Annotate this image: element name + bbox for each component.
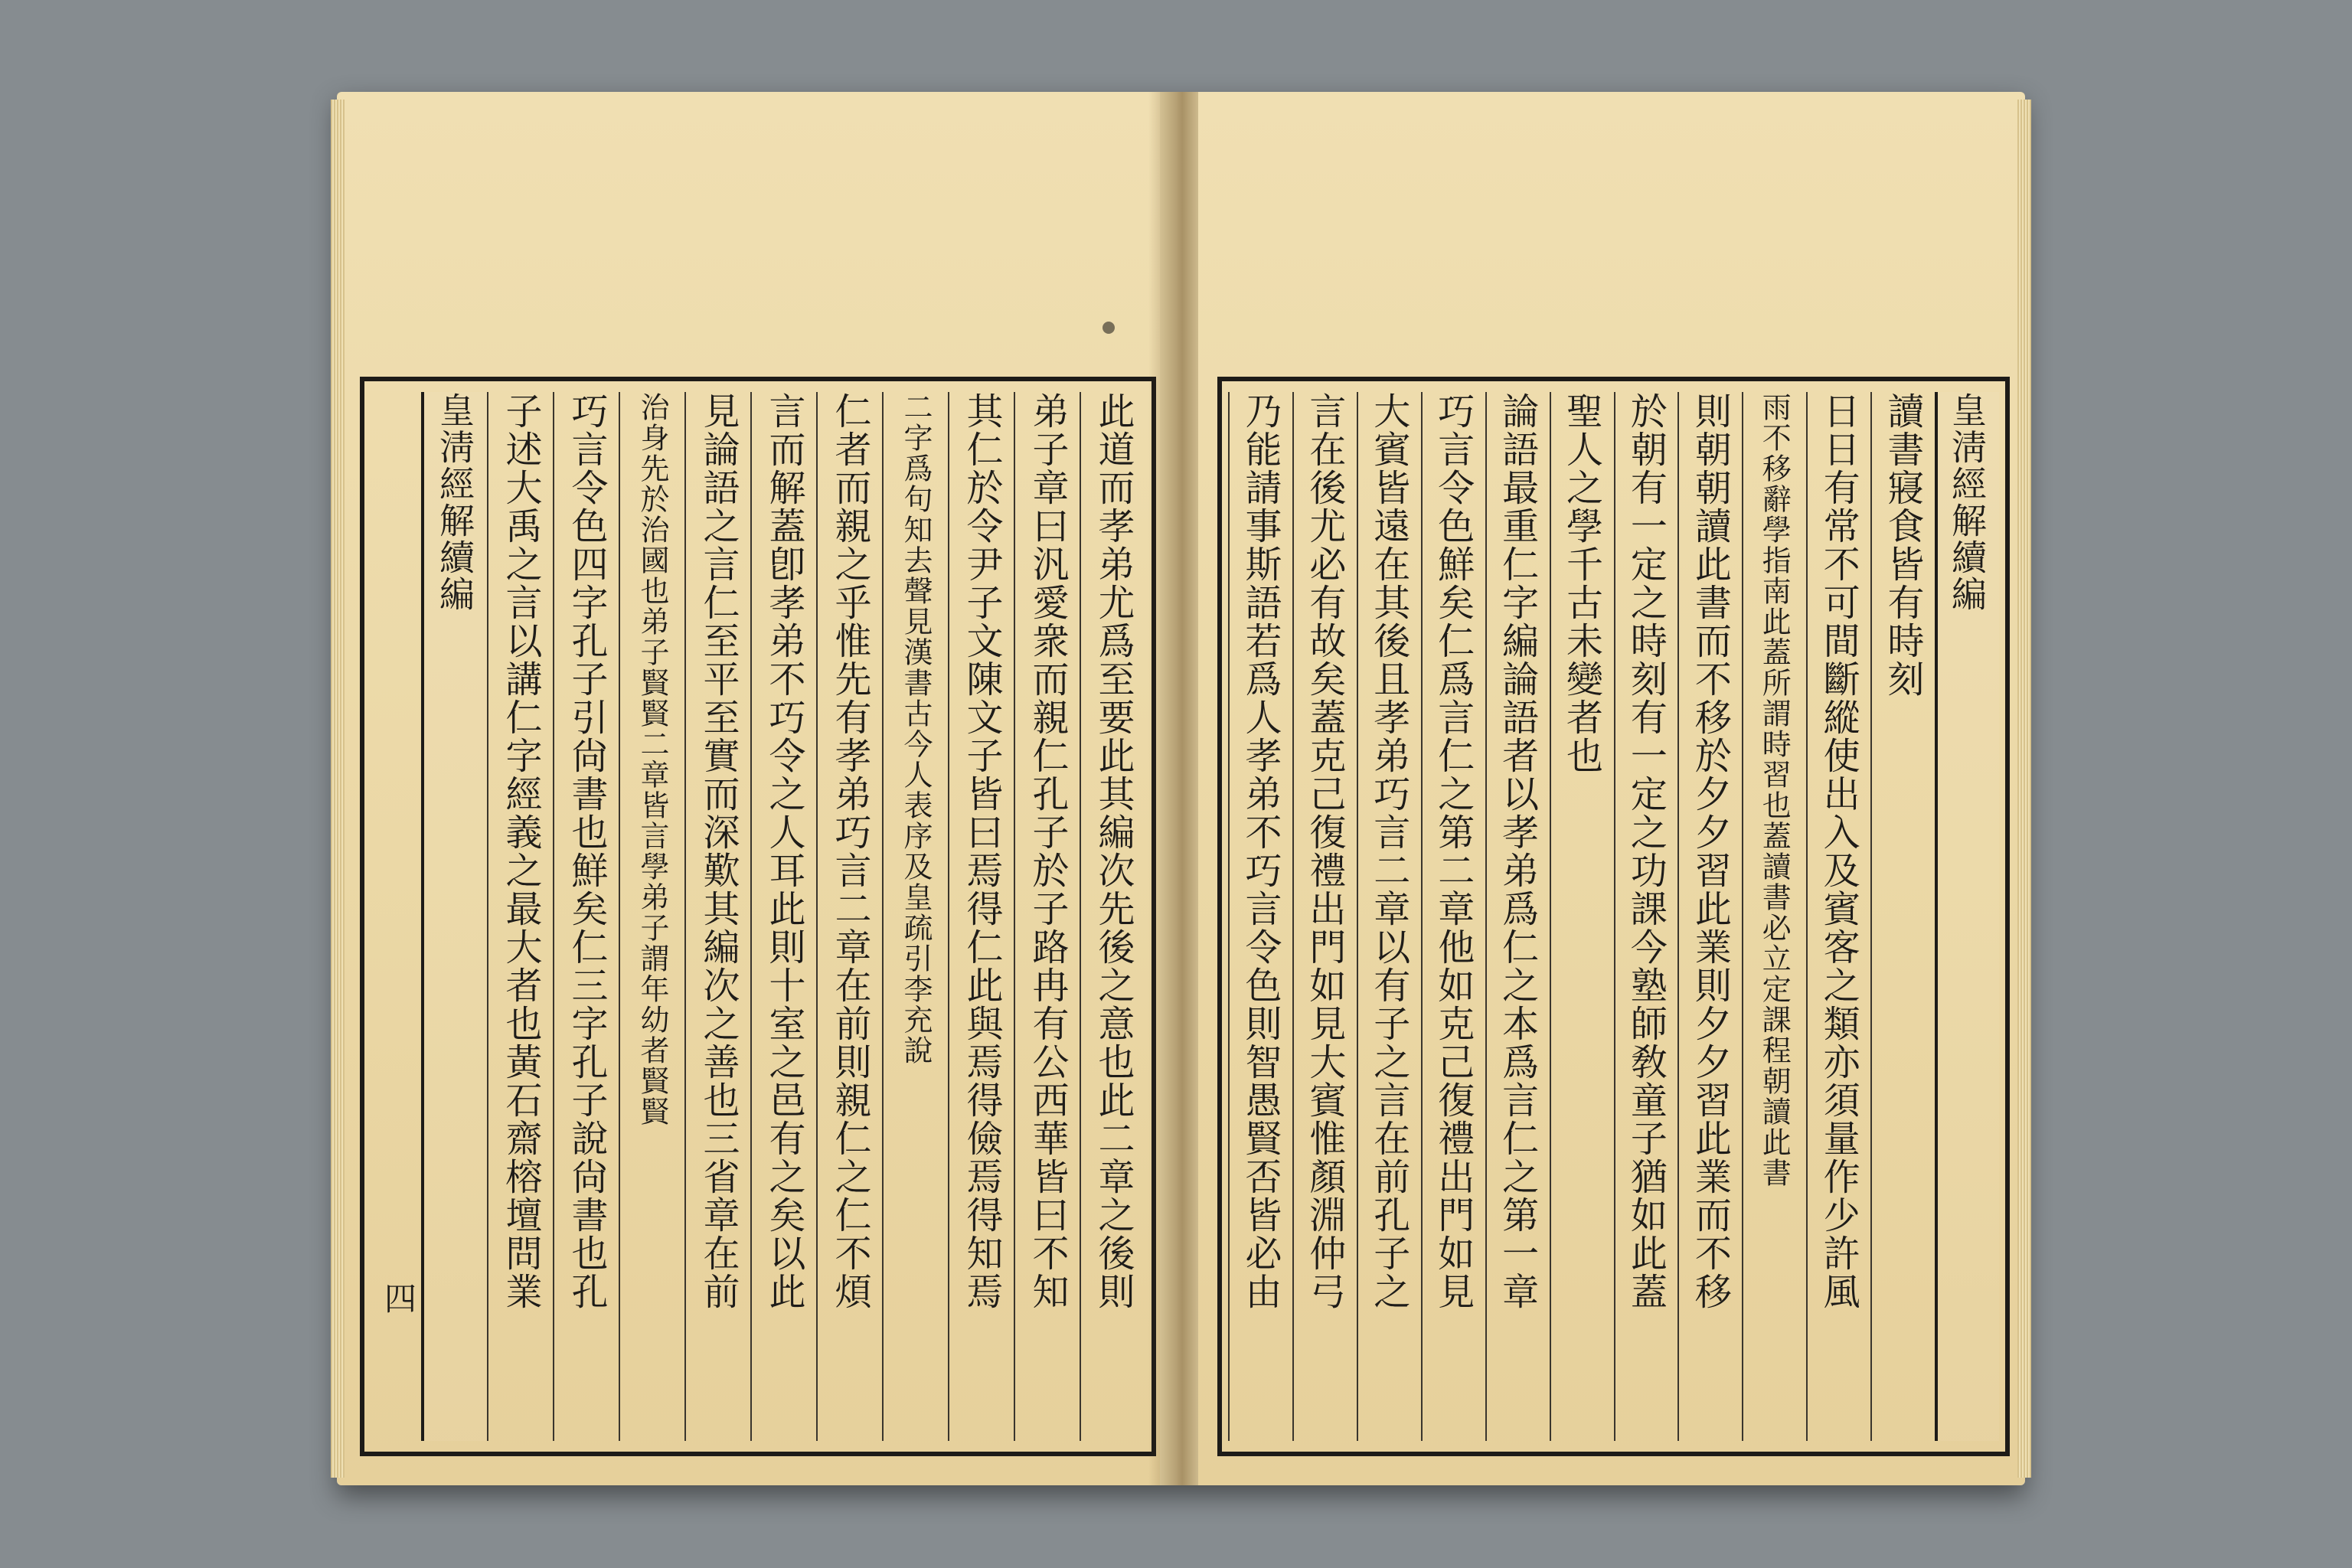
left-page-number: 四 <box>380 1282 417 1314</box>
right-col-3: 雨不移辭學指南此蓋所謂時習也蓋讀書必立定課程朝讀此書 <box>1742 392 1806 1441</box>
right-col-10: 言在後尤必有故矣蓋克己復禮出門如見大賓惟顏淵仲弓 <box>1292 392 1357 1441</box>
ink-mark <box>1102 322 1115 334</box>
right-col-7: 論語最重仁字編論語者以孝弟爲仁之本爲言仁之第一章 <box>1485 392 1550 1441</box>
right-col-11: 乃能請事斯語若爲人孝弟不巧言令色則智愚賢否皆必由 <box>1228 392 1292 1441</box>
right-page-edges <box>2017 100 2031 1478</box>
right-page-frame <box>1217 377 2010 1456</box>
left-page-frame <box>360 377 1156 1456</box>
left-col-2: 弟子章曰汎愛衆而親仁孔子於子路冉有公西華皆曰不知 <box>1014 392 1080 1441</box>
left-col-6: 言而解蓋卽孝弟不巧令之人耳此則十室之邑有之矣以此 <box>750 392 816 1441</box>
right-page-header <box>1935 392 1999 1441</box>
left-page-header <box>421 392 487 1441</box>
right-col-5: 於朝有一定之時刻有一定之功課今塾師敎童子猶如此蓋 <box>1614 392 1678 1441</box>
left-header-title: 皇淸經解續編 <box>434 392 475 612</box>
left-col-7: 見論語之言仁至平至實而深歎其編次之善也三省章在前 <box>684 392 750 1441</box>
left-col-5: 仁者而親之乎惟先有孝弟巧言二章在前則親仁之仁不煩 <box>816 392 882 1441</box>
fish-tail-mark <box>421 404 423 421</box>
left-col-8: 治身先於治國也弟子賢賢二章皆言學弟子謂年幼者賢賢 <box>619 392 684 1441</box>
left-col-4: 二字爲句知去聲見漢書古今人表序及皇疏引李充說 <box>882 392 948 1441</box>
right-col-4: 則朝朝讀此書而不移於夕夕習此業則夕夕習此業而不移 <box>1677 392 1742 1441</box>
right-col-9: 大賓皆遠在其後且孝弟巧言二章以有子之言在前孔子之 <box>1357 392 1421 1441</box>
right-col-6: 聖人之學千古未變者也 <box>1550 392 1614 1441</box>
open-book <box>337 92 2025 1485</box>
left-col-9: 巧言令色四字孔子引尙書也鮮矣仁三字孔子說尙書也孔 <box>553 392 619 1441</box>
left-page <box>337 92 1160 1485</box>
left-col-3: 其仁於令尹子文陳文子皆曰焉得仁此與焉得儉焉得知焉 <box>948 392 1014 1441</box>
right-col-2: 日日有常不可間斷縱使出入及賓客之類亦須量作少許風 <box>1806 392 1870 1441</box>
right-col-8: 巧言令色鮮矣仁爲言仁之第二章他如克己復禮出門如見 <box>1421 392 1485 1441</box>
right-header-title: 皇淸經解續編 <box>1946 392 1988 612</box>
left-col-10: 子述大禹之言以講仁字經義之最大者也黃石齋榕壇問業 <box>487 392 553 1441</box>
left-col-1: 此道而孝弟尤爲至要此其編次先後之意也此二章之後則 <box>1080 392 1145 1441</box>
left-page-edges <box>331 100 345 1478</box>
right-col-1: 讀書寢食皆有時刻 <box>1870 392 1935 1441</box>
